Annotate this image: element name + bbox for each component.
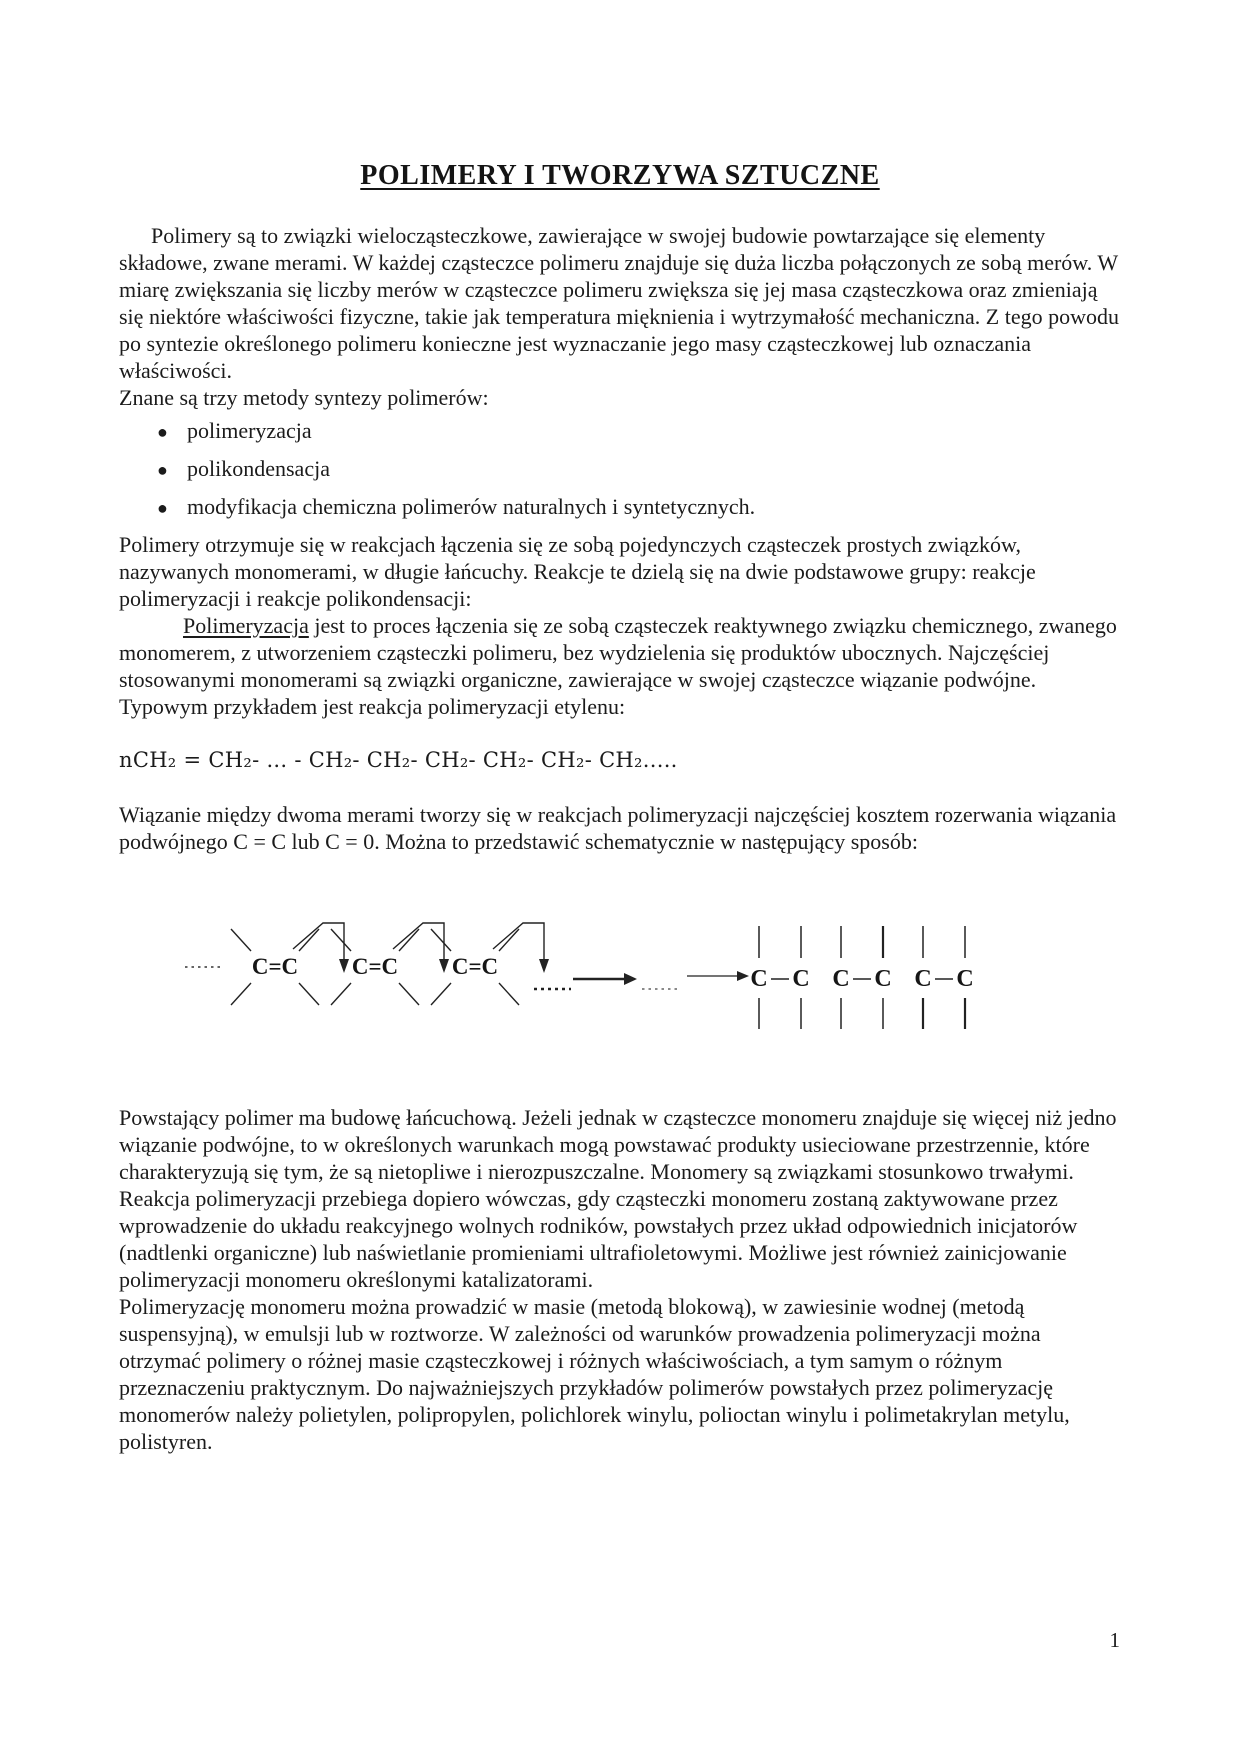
list-item: [157, 493, 1121, 522]
page-number: 1: [1109, 1628, 1120, 1652]
monomer-label: C=C: [351, 954, 399, 979]
list-item: [157, 455, 1121, 484]
chain-atom-label: C: [832, 966, 850, 992]
electron-arrow-icon: [439, 959, 449, 973]
paragraph-chain-structure: Powstający polimer ma budowę łańcuchową. Jeżeli jednak w cząsteczce monomeru znajduje się więcej niż jedno wiązanie podwójne, to w określonych warunkach mogą powstawać produkty usieciowane przestrzennie, które charakteryzują się tym, że są nietopliwe i nierozpuszczalne. Monomery są związkami stosunkowo trwałymi. Reakcja polimeryzacji przebiega dopiero wówczas, gdy cząsteczki monomeru zostaną zaktywowane przez wprowadzenie do układu reakcyjnego wolnych rodników, powstałych przez układ odpowiednich inicjatorów (nadtlenki organiczne) lub naświetlanie promieniami ultrafioletowymi. Możliwe jest również zainicjowanie polimeryzacji monomeru określonymi katalizatorami.: [119, 1105, 1117, 1292]
chain-atom-label: C: [956, 966, 974, 992]
bullet-icon: ●: [157, 498, 168, 518]
monomer-unit: [331, 923, 449, 1005]
polymer-chain: [750, 926, 973, 1029]
chain-arrowhead-icon: [737, 971, 749, 981]
electron-arrow-icon: [539, 959, 549, 973]
monomer-label: C=C: [251, 954, 299, 979]
chain-atom-label: C: [792, 966, 810, 992]
chain-atom-label: C: [914, 966, 932, 992]
paragraph-conducting-methods: Polimeryzację monomeru można prowadzić w masie (metodą blokową), w zawiesinie wodnej (metodą suspensyjną), w emulsji lub w roztworze. W zależności od warunków prowadzenia polimeryzacji można otrzymać polimery o różnej masie cząsteczkowej i różnych właściwościach, a tym samym o różnym przeznaczeniu praktycznym. Do najważniejszych przykładów polimerów powstałych przez polimeryzację monomerów należy polietylen, polipropylen, polichlorek winylu, polioctan winylu i polimetakrylan metylu, polistyren.: [119, 1294, 1070, 1454]
polymerization-definition: jest to proces łączenia się ze sobą cząsteczek reaktywnego związku chemicznego, zwanego monomerem, z utworzeniem cząsteczki polimeru, bez wydzielenia się produktów ubocznych. Najczęściej stosowanymi monomerami są związki organiczne, zawierające w swojej cząsteczce wiązanie podwójne. Typowym przykładem jest reakcja polimeryzacji etylenu:: [119, 613, 1117, 719]
list-item-label: polikondensacja: [187, 456, 330, 481]
bullet-icon: ●: [157, 422, 168, 442]
monomer-label: C=C: [451, 954, 499, 979]
reaction-scheme-drawing: [181, 901, 991, 1046]
list-item: [157, 417, 1121, 446]
reaction-arrowhead-icon: [624, 973, 637, 985]
monomer-unit: [431, 923, 549, 1005]
chain-atom-label: C: [750, 966, 768, 992]
paragraph-bond-explanation: Wiązanie między dwoma merami tworzy się w reakcjach polimeryzacji najczęściej kosztem rozerwania wiązania podwójnego C = C lub C = 0. Można to przedstawić schematycznie w następujący sposób:: [119, 802, 1117, 854]
document-page: [119, 0, 1121, 1455]
bullet-icon: ●: [157, 460, 168, 480]
monomer-unit: [231, 923, 349, 1005]
ethylene-formula: nCH₂ = CH₂- ... - CH₂- CH₂- CH₂- CH₂- CH₂- CH₂.....: [119, 748, 678, 772]
paragraph-methods-lead: Znane są trzy metody syntezy polimerów:: [119, 385, 489, 410]
page-title: POLIMERY I TWORZYWA SZTUCZNE: [360, 160, 880, 191]
polymerization-term: Polimeryzacja: [183, 613, 309, 638]
polymerization-scheme: [119, 901, 1121, 1046]
paragraph-intro: Polimery są to związki wielocząsteczkowe, zawierające w swojej budowie powtarzające się elementy składowe, zwane merami. W każdej cząsteczce polimeru znajduje się duża liczba połączonych ze sobą merów. W miarę zwiększania się liczby merów w cząsteczce polimeru zwiększa się jej masa cząsteczkowa oraz zmieniają się niektóre właściwości fizyczne, takie jak temperatura mięknienia i wytrzymałość mechaniczna. Z tego powodu po syntezie określonego polimeru konieczne jest wyznaczanie jego masy cząsteczkowej lub oznaczania właściwości.: [119, 223, 1120, 383]
list-item-label: modyfikacja chemiczna polimerów naturalnych i syntetycznych.: [187, 494, 756, 519]
list-item-label: polimeryzacja: [187, 418, 312, 443]
chain-atom-label: C: [874, 966, 892, 992]
electron-arrow-icon: [339, 959, 349, 973]
paragraph-after-methods: Polimery otrzymuje się w reakcjach łączenia się ze sobą pojedynczych cząsteczek prostych związków, nazywanych monomerami, w długie łańcuchy. Reakcje te dzielą się na dwie podstawowe grupy: reakcje polimeryzacji i reakcje polikondensacji:: [119, 532, 1036, 611]
paragraph-polymerization: [119, 612, 1121, 720]
methods-list: [119, 417, 1121, 522]
